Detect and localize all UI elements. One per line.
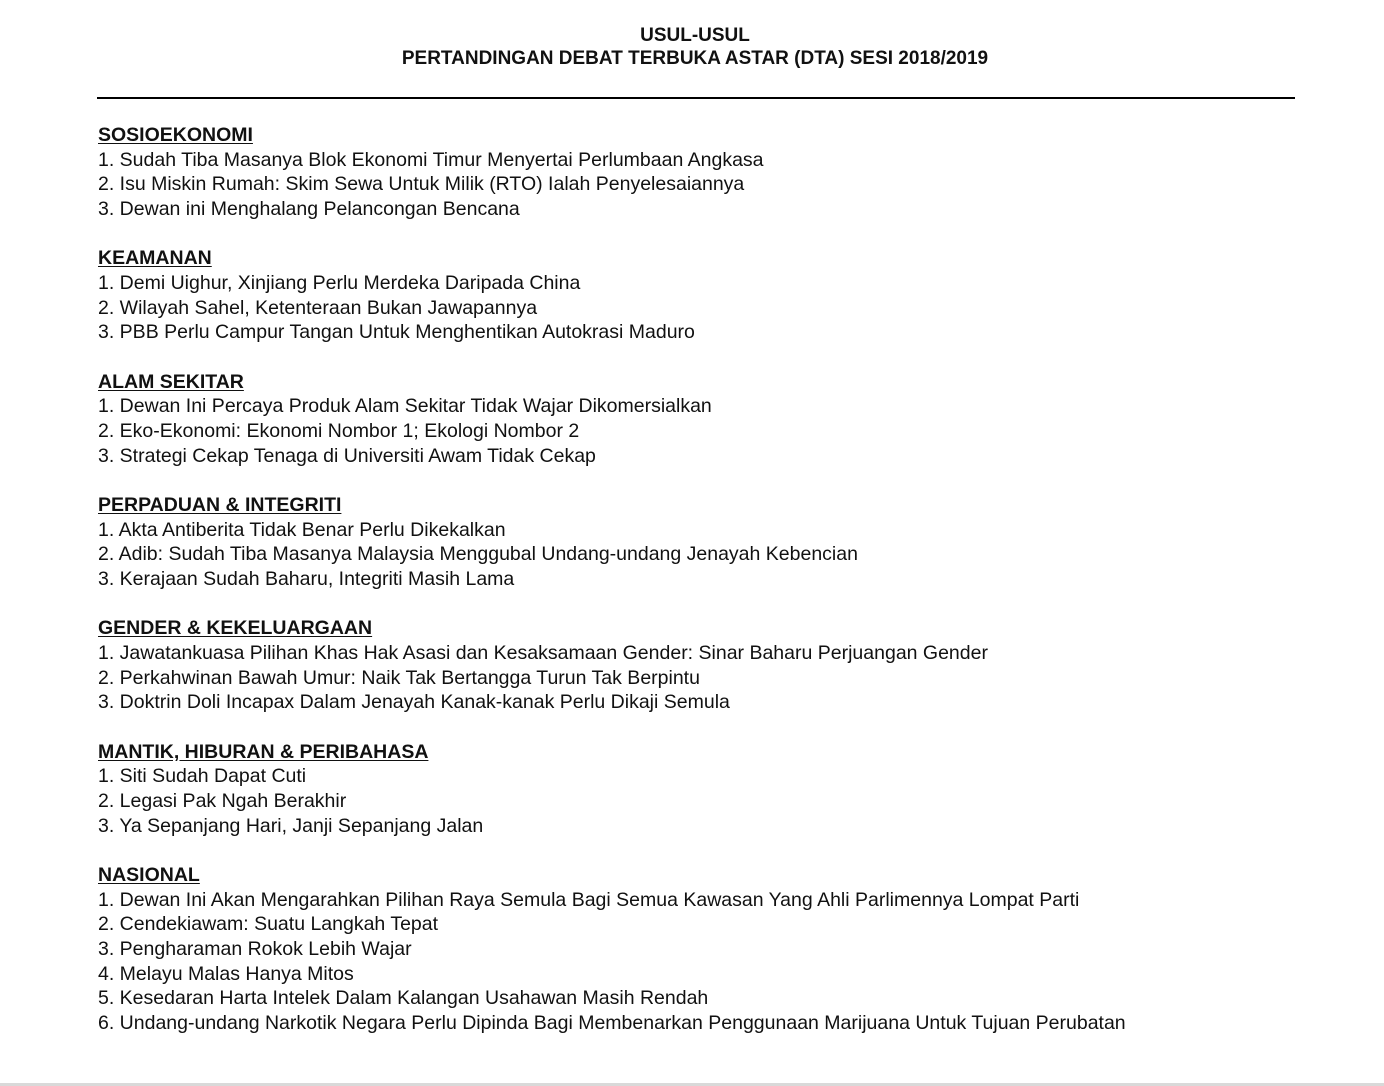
- motion-item: 1. Dewan Ini Percaya Produk Alam Sekitar Tidak Wajar Dikomersialkan: [98, 395, 712, 418]
- section-heading: KEAMANAN: [98, 247, 212, 270]
- motion-item: 1. Siti Sudah Dapat Cuti: [98, 765, 307, 788]
- motion-item: 1. Jawatankuasa Pilihan Khas Hak Asasi dan Kesaksamaan Gender: Sinar Baharu Perjuangan Gender: [98, 641, 988, 664]
- motion-item: 4. Melayu Malas Hanya Mitos: [98, 962, 354, 985]
- motion-item: 2. Eko-Ekonomi: Ekonomi Nombor 1; Ekologi Nombor 2: [98, 420, 580, 443]
- motion-item: 1. Sudah Tiba Masanya Blok Ekonomi Timur Menyertai Perlumbaan Angkasa: [98, 148, 764, 171]
- document-title: USUL-USUL: [640, 25, 750, 46]
- motion-item: 3. Pengharaman Rokok Lebih Wajar: [98, 937, 412, 960]
- title-divider: [97, 97, 1295, 99]
- motion-item: 1. Dewan Ini Akan Mengarahkan Pilihan Raya Semula Bagi Semua Kawasan Yang Ahli Parlimennya Lompat Parti: [98, 888, 1080, 911]
- motion-item: 1. Demi Uighur, Xinjiang Perlu Merdeka Daripada China: [98, 272, 581, 295]
- motion-item: 2. Isu Miskin Rumah: Skim Sewa Untuk Milik (RTO) Ialah Penyelesaiannya: [98, 173, 745, 196]
- section-perpaduan-integriti: [98, 493, 1358, 592]
- motion-item: 2. Wilayah Sahel, Ketenteraan Bukan Jawapannya: [98, 296, 538, 319]
- section-heading: GENDER & KEKELUARGAAN: [98, 617, 373, 640]
- motion-item: 3. PBB Perlu Campur Tangan Untuk Menghentikan Autokrasi Maduro: [98, 321, 695, 344]
- motion-item: 3. Ya Sepanjang Hari, Janji Sepanjang Jalan: [98, 814, 484, 837]
- motions-list: [98, 123, 1358, 1060]
- motion-item: 2. Cendekiawam: Suatu Langkah Tepat: [98, 913, 439, 936]
- motion-item: 3. Doktrin Doli Incapax Dalam Jenayah Kanak-kanak Perlu Dikaji Semula: [98, 691, 730, 714]
- section-nasional: [98, 863, 1358, 1036]
- motion-item: 5. Kesedaran Harta Intelek Dalam Kalangan Usahawan Masih Rendah: [98, 987, 709, 1010]
- motion-item: 6. Undang-undang Narkotik Negara Perlu Dipinda Bagi Membenarkan Penggunaan Marijuana Untuk Tujuan Perubatan: [98, 1012, 1126, 1035]
- motion-item: 2. Adib: Sudah Tiba Masanya Malaysia Menggubal Undang-undang Jenayah Kebencian: [98, 543, 858, 566]
- section-heading: MANTIK, HIBURAN & PERIBAHASA: [98, 740, 429, 763]
- section-gender-kekeluargaan: [98, 616, 1358, 715]
- section-sosioekonomi: [98, 123, 1358, 222]
- section-heading: NASIONAL: [98, 863, 200, 886]
- section-alam-sekitar: [98, 370, 1358, 469]
- section-heading: ALAM SEKITAR: [98, 370, 244, 393]
- section-heading: PERPADUAN & INTEGRITI: [98, 493, 342, 516]
- motion-item: 3. Strategi Cekap Tenaga di Universiti Awam Tidak Cekap: [98, 444, 596, 467]
- section-keamanan: [98, 246, 1358, 345]
- section-heading: SOSIOEKONOMI: [98, 124, 253, 146]
- document-subtitle: PERTANDINGAN DEBAT TERBUKA ASTAR (DTA) SESI 2018/2019: [401, 48, 989, 69]
- motion-item: 3. Kerajaan Sudah Baharu, Integriti Masih Lama: [98, 568, 515, 591]
- section-mantik-hiburan-peribahasa: [98, 740, 1358, 839]
- motion-item: 2. Legasi Pak Ngah Berakhir: [98, 789, 347, 812]
- motion-item: 3. Dewan ini Menghalang Pelancongan Bencana: [98, 198, 520, 221]
- motion-item: 1. Akta Antiberita Tidak Benar Perlu Dikekalkan: [98, 518, 506, 541]
- motion-item: 2. Perkahwinan Bawah Umur: Naik Tak Bertangga Turun Tak Berpintu: [98, 666, 700, 689]
